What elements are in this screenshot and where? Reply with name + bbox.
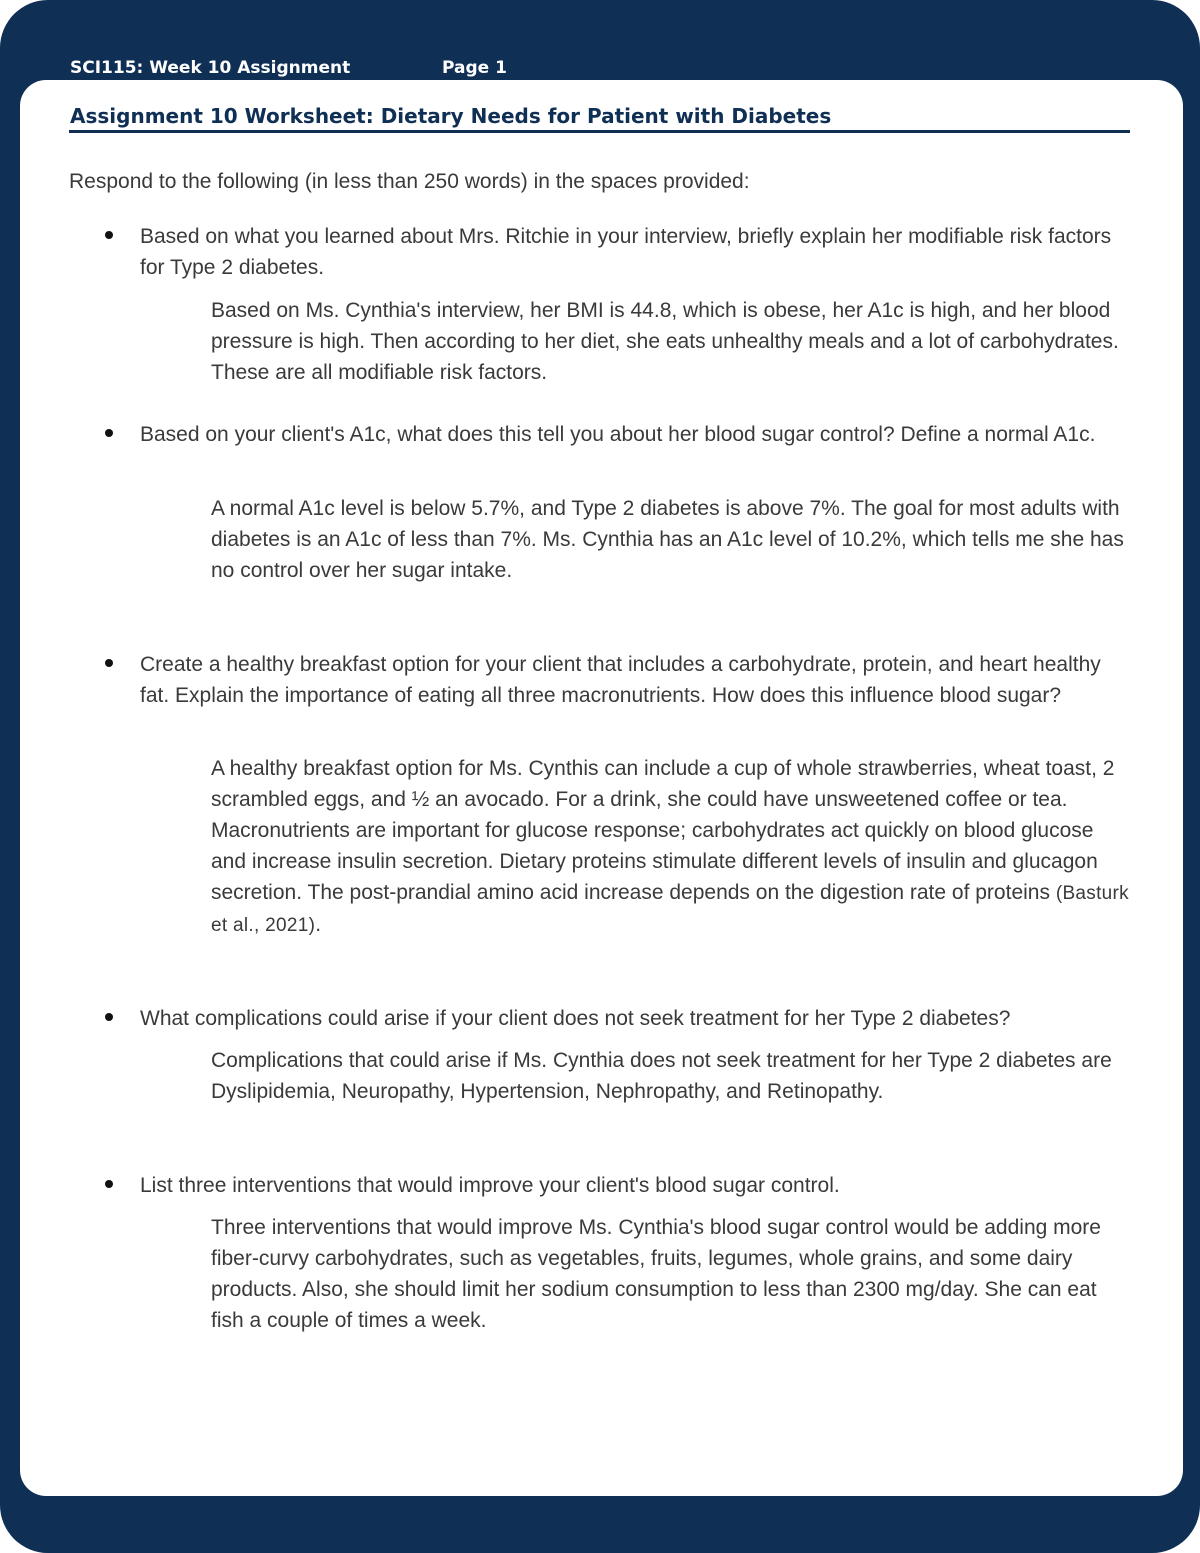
answer-text: Based on Ms. Cynthia's interview, her BMI is 44.8, which is obese, her A1c is high, and her blood pressure is high. Then according to her diet, she eats unhealthy meals and a lot of carbohydrates. These are all modifiable risk factors. bbox=[211, 299, 1119, 384]
answer-text: Three interventions that would improve Ms. Cynthia's blood sugar control would be adding more fiber-curvy carbohydrates, such as vegetables, fruits, legumes, whole grains, and some dairy products. Also, she should limit her sodium consumption to less than 2300 mg/day. She can eat fish a couple of times a week. bbox=[211, 1216, 1101, 1332]
bullet-icon bbox=[105, 1013, 113, 1021]
course-title: SCI115: Week 10 Assignment bbox=[70, 58, 351, 78]
bullet-icon bbox=[105, 429, 113, 437]
bullet-icon bbox=[105, 1180, 113, 1188]
page-number: Page 1 bbox=[442, 58, 507, 78]
question-text: Create a healthy breakfast option for your client that includes a carbohydrate, protein, and heart healthy fat. Explain the importance of eating all three macronutrients. How does this influence blood sugar? bbox=[140, 653, 1101, 707]
question-text: Based on what you learned about Mrs. Ritchie in your interview, briefly explain her modifiable risk factors for Type 2 diabetes. bbox=[140, 225, 1112, 279]
worksheet-title: Assignment 10 Worksheet: Dietary Needs for Patient with Diabetes bbox=[70, 104, 832, 128]
answer-body: A healthy breakfast option for Ms. Cynthis can include a cup of whole strawberries, wheat toast, 2 scrambled eggs, and ½ an avocado. For a drink, she could have unsweetened coffee or tea. Macronutrients are important for glucose response; carbohydrates act quickly on blood glucose and increase insulin secretion. Dietary proteins stimulate different levels of insulin and glucagon secretion. The post-prandial amino acid increase depends on the digestion rate of proteins bbox=[211, 757, 1115, 904]
question-text: List three interventions that would improve your client's blood sugar control. bbox=[140, 1174, 840, 1197]
citation: (Basturk et al., 2021) bbox=[211, 883, 1129, 936]
title-divider bbox=[69, 130, 1130, 133]
bullet-icon bbox=[105, 231, 113, 239]
answer-text: A normal A1c level is below 5.7%, and Type 2 diabetes is above 7%. The goal for most adults with diabetes is an A1c of less than 7%. Ms. Cynthia has an A1c level of 10.2%, which tells me she has no control over her sugar intake. bbox=[211, 497, 1124, 582]
answer-text: Complications that could arise if Ms. Cynthia does not seek treatment for her Type 2 diabetes are Dyslipidemia, Neuropathy, Hypertension, Nephropathy, and Retinopathy. bbox=[211, 1049, 1112, 1103]
bullet-icon bbox=[105, 659, 113, 667]
answer-end: . bbox=[315, 913, 322, 936]
question-text: What complications could arise if your client does not seek treatment for her Type 2 diabetes? bbox=[140, 1007, 1011, 1030]
worksheet-body bbox=[20, 80, 1183, 1496]
instructions-text: Respond to the following (in less than 250 words) in the spaces provided: bbox=[69, 170, 750, 193]
question-text: Based on your client's A1c, what does this tell you about her blood sugar control? Define a normal A1c. bbox=[140, 423, 1096, 446]
page-header bbox=[70, 58, 770, 80]
answer-text bbox=[211, 753, 1131, 941]
